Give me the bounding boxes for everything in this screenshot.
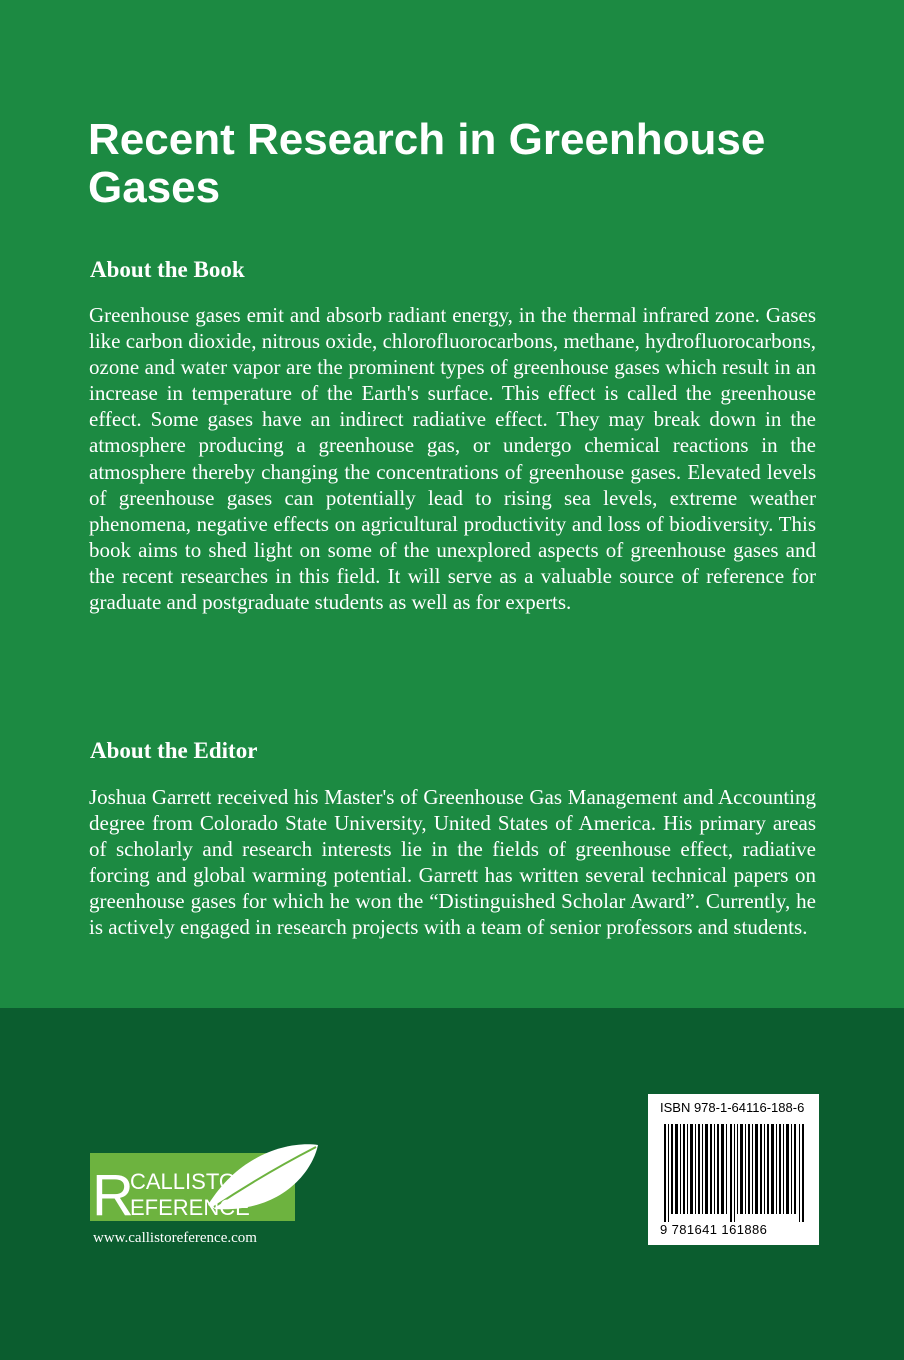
about-editor-text: Joshua Garrett received his Master's of Greenhouse Gas Management and Accounting degree from Colorado State University, United States of America. His primary areas of scholarly and research interests lie in the fields of greenhouse effect, radiative forcing and global warming potential. Garrett has written several technical papers on greenhouse gases for which he won the “Distinguished Scholar Award”. Currently, he is actively engaged in research projects with a team of senior professors and students. <box>89 785 816 940</box>
logo-letter: R <box>92 1163 134 1228</box>
book-title: Recent Research in Greenhouse Gases <box>88 115 766 212</box>
logo-word-reference: EFERENCE <box>130 1195 250 1220</box>
about-editor-heading: About the Editor <box>90 738 258 763</box>
publisher-website: www.callistoreference.com <box>93 1230 257 1246</box>
logo-word-callisto: CALLISTO <box>130 1169 236 1194</box>
about-book-text: Greenhouse gases emit and absorb radiant energy, in the thermal infrared zone. Gases like carbon dioxide, nitrous oxide, chlorofluorocarbons, methane, hydrofluorocarbons, ozone and water vapor are the prominent types of greenhouse gases which result in an increase in temperature of the Earth's surface. This effect is called the greenhouse effect. Some gases have an indirect radiative effect. They may break down in the atmosphere producing a greenhouse gas, or undergo chemical reactions in the atmosphere thereby changing the concentrations of greenhouse gases. Elevated levels of greenhouse gases can potentially lead to rising sea levels, extreme weather phenomena, negative effects on agricultural productivity and loss of biodiversity. This book aims to shed light on some of the unexplored aspects of greenhouse gases and the recent researches in this field. It will serve as a valuable source of reference for graduate and postgraduate students as well as for experts. <box>89 303 816 615</box>
isbn-label: ISBN 978-1-64116-188-6 <box>660 1100 805 1115</box>
barcode-digits: 9 781641 161886 <box>660 1222 768 1237</box>
barcode-icon <box>664 1124 808 1222</box>
publisher-logo <box>90 1143 330 1228</box>
about-book-heading: About the Book <box>90 257 245 282</box>
